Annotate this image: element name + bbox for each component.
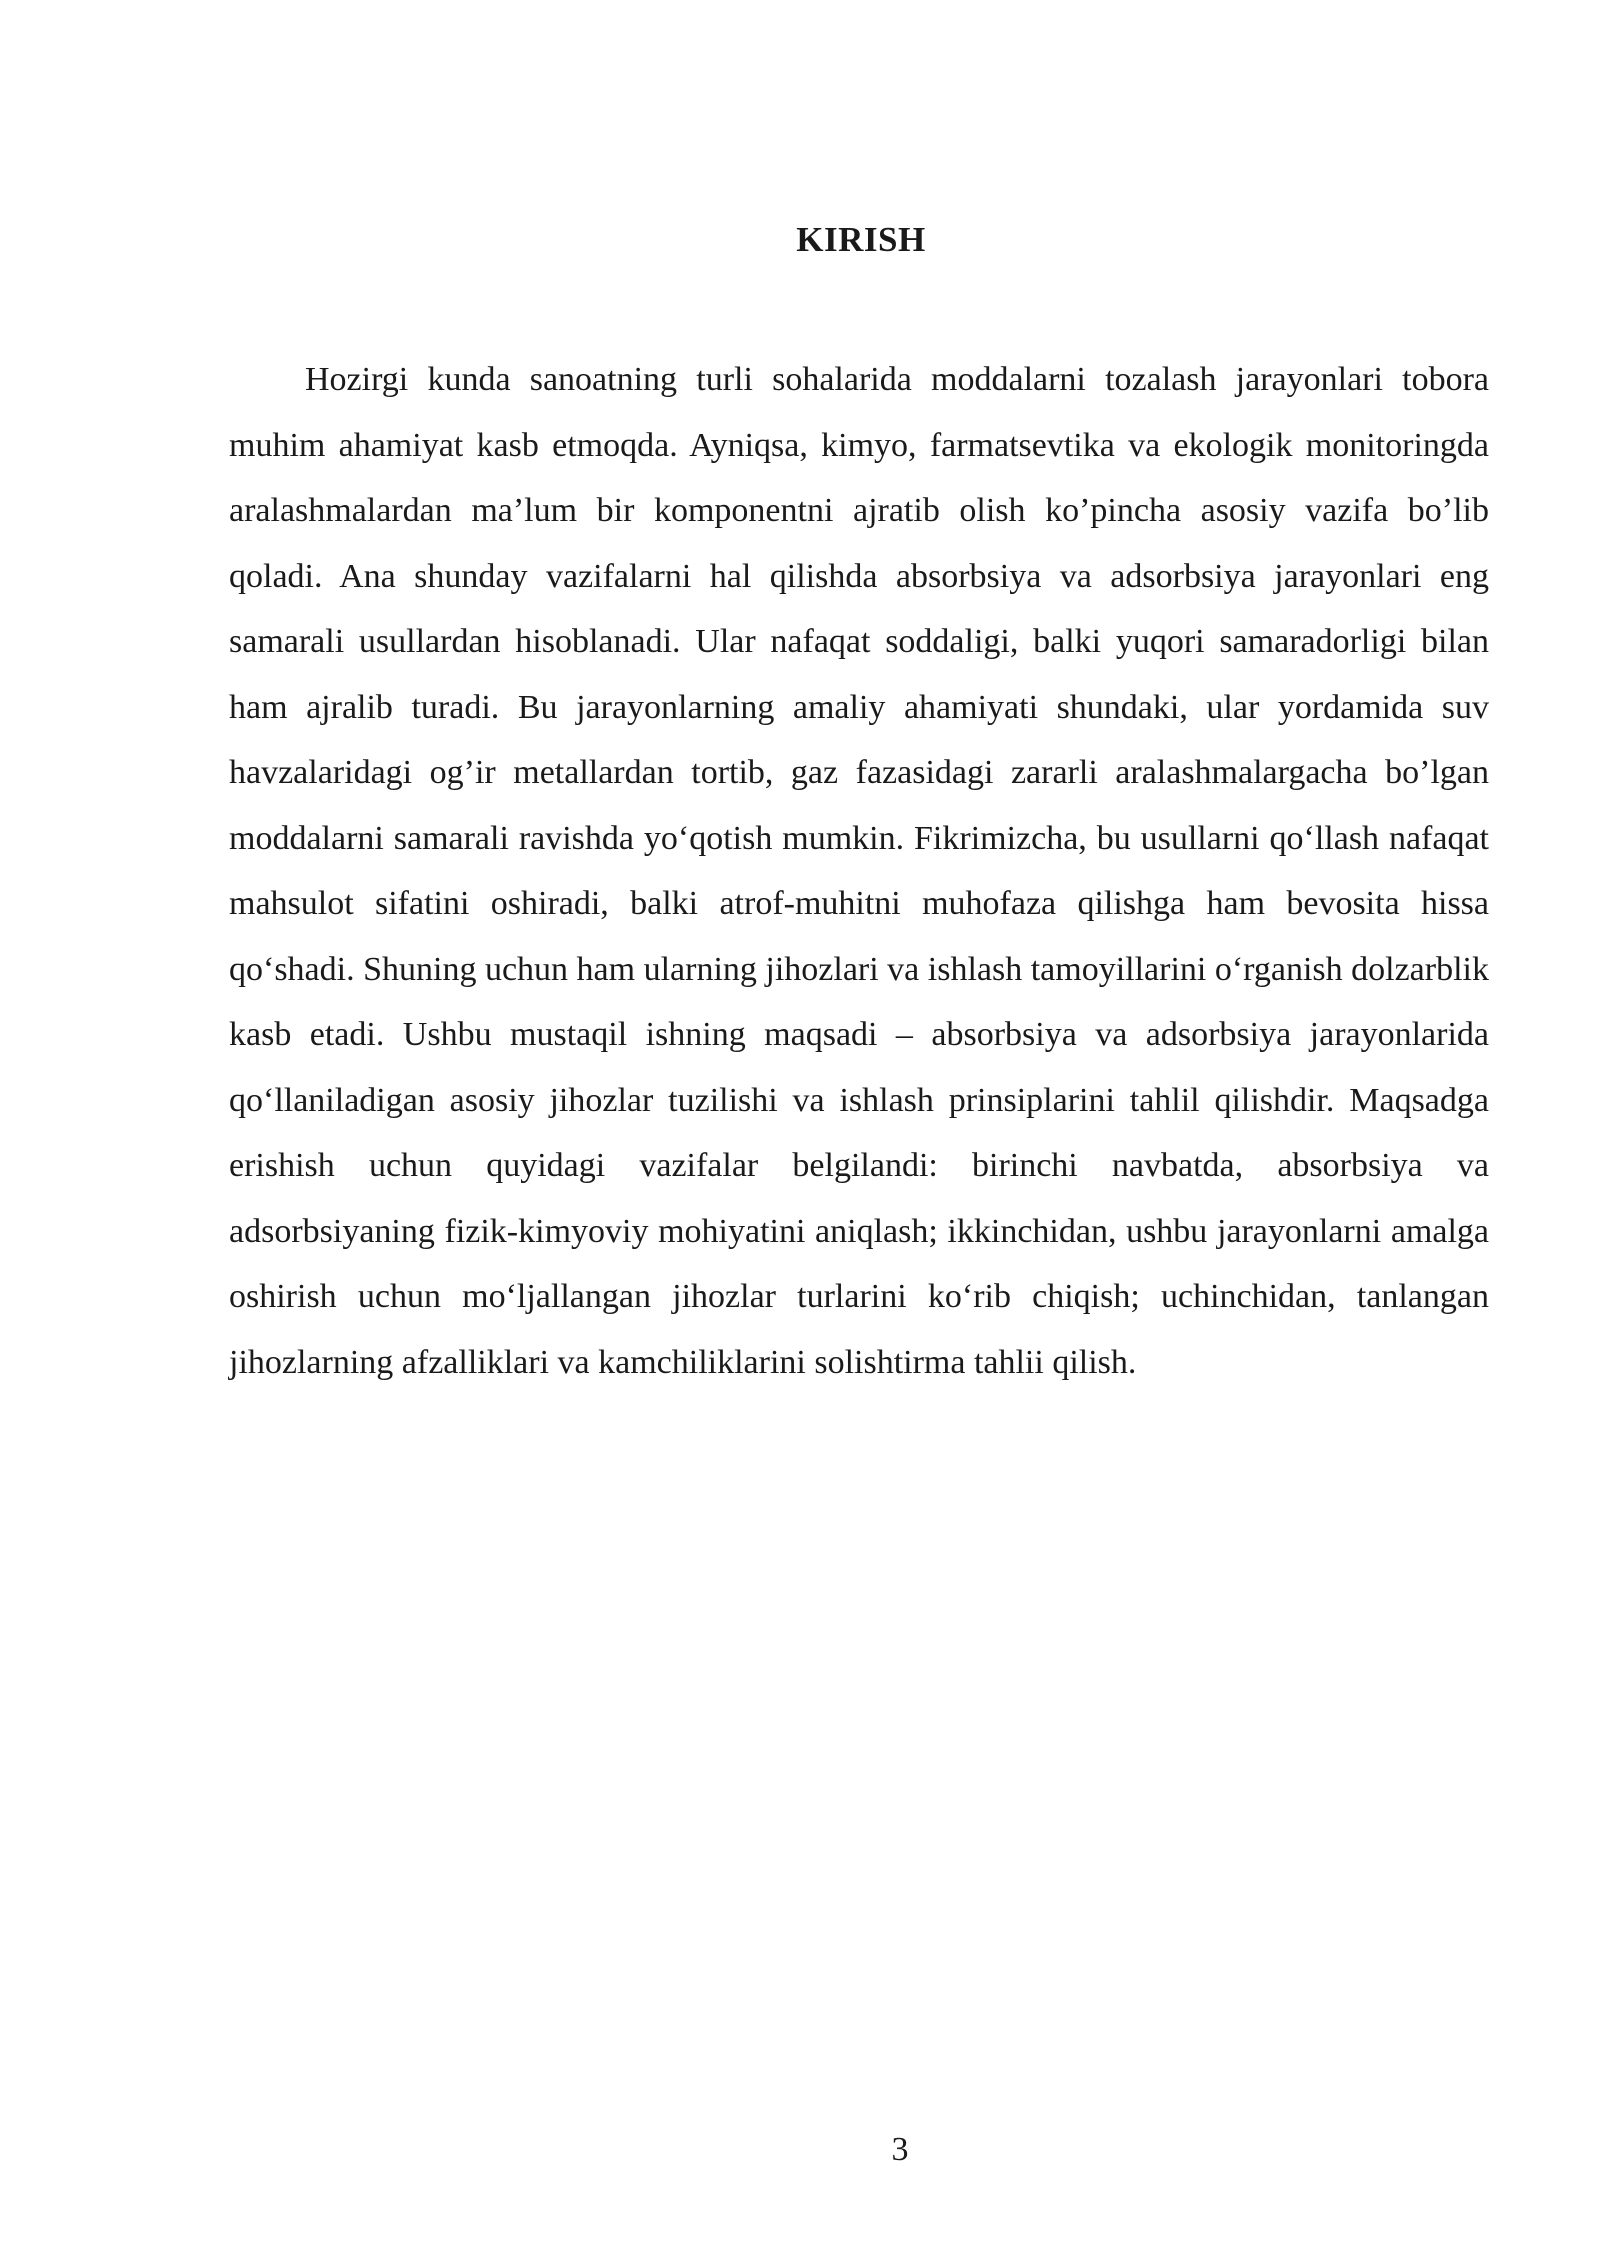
page-number: 3 — [891, 2131, 909, 2168]
body-paragraph: Hozirgi kunda sanoatning turli sohalarida moddalarni tozalash jarayonlari tobora muhim ahamiyat kasb etmoqda. Ayniqsa, kimyo, farmatsevtika va ekologik monitoringda aralashmalardan ma’lum bir komponentni ajratib olish ko’pincha asosiy vazifa bo’lib qoladi. Ana shunday vazifalarni hal qilishda absorbsiya va adsorbsiya jarayonlari eng samarali usullardan hisoblanadi. Ular nafaqat soddaligi, balki yuqori samaradorligi bilan ham ajralib turadi. Bu jarayonlarning amaliy ahamiyati shundaki, ular yordamida suv havzalaridagi og’ir metallardan tortib, gaz fazasidagi zararli aralashmalargacha bo’lgan moddalarni samarali ravishda yo‘qotish mumkin. Fikrimizcha, bu usullarni qo‘llash nafaqat mahsulot sifatini oshiradi, balki atrof-muhitni muhofaza qilishga ham bevosita hissa qo‘shadi. Shuning uchun ham ularning jihozlari va ishlash tamoyillarini o‘rganish dolzarblik kasb etadi. Ushbu mustaqil ishning maqsadi – absorbsiya va adsorbsiya jarayonlarida qo‘llaniladigan asosiy jihozlar tuzilishi va ishlash prinsiplarini tahlil qilishdir. Maqsadga erishish uchun quyidagi vazifalar belgilandi: birinchi navbatda, absorbsiya va adsorbsiyaning fizik-kimyoviy mohiyatini aniqlash; ikkinchidan, ushbu jarayonlarni amalga oshirish uchun mo‘ljallangan jihozlar turlarini ko‘rib chiqish; uchinchidan, tanlangan jihozlarning afzalliklari va kamchiliklarini solishtirma tahlii qilish. — [229, 361, 1489, 1381]
page-title: KIRISH — [796, 220, 926, 259]
